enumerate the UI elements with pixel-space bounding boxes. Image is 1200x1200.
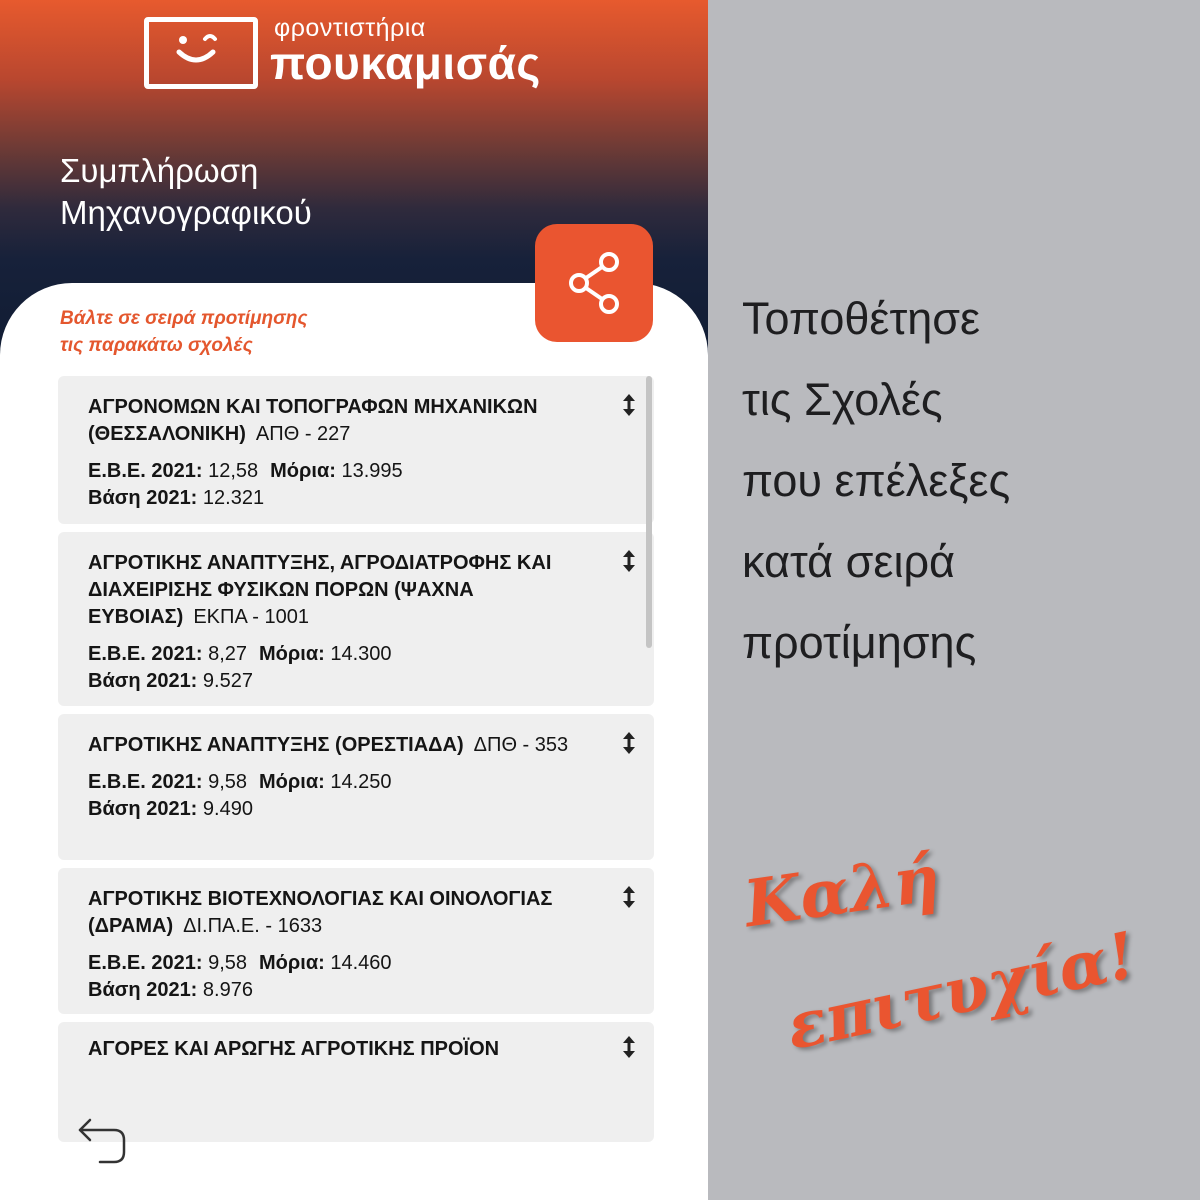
ebe-label: Ε.Β.Ε. 2021:: [88, 952, 203, 974]
school-stats: [88, 769, 584, 823]
vasi-label: Βάση 2021:: [88, 979, 198, 1001]
side-message: [742, 278, 1010, 683]
instruction-line1: Βάλτε σε σειρά προτίμησης: [60, 308, 308, 329]
vasi-value: 12.321: [202, 487, 265, 509]
moria-label: Μόρια:: [259, 643, 325, 665]
school-code: ΔΙ.ΠΑ.Ε. - 1633: [183, 915, 323, 937]
school-stats: [88, 458, 584, 512]
ebe-value: 9,58: [208, 952, 248, 974]
share-icon: [566, 251, 622, 315]
school-stats: [88, 950, 584, 1004]
moria-label: Μόρια:: [270, 460, 336, 482]
vasi-value: 9.490: [202, 798, 253, 820]
vasi-label: Βάση 2021:: [88, 670, 198, 692]
side-line2: τις Σχολές: [742, 374, 943, 425]
instruction-line2: τις παρακάτω σχολές: [60, 335, 253, 356]
page-title: [60, 150, 480, 234]
ebe-value: 9,58: [208, 771, 248, 793]
ebe-value: 8,27: [208, 643, 248, 665]
vasi-value: 9.527: [202, 670, 253, 692]
brand-small-text: φροντιστήρια: [274, 14, 426, 42]
school-name-line: [88, 732, 584, 759]
moria-label: Μόρια:: [259, 952, 325, 974]
good-luck-line1: Καλή: [739, 840, 945, 943]
page-title-line1: Συμπλήρωση: [60, 152, 259, 189]
moria-value: 14.300: [330, 643, 392, 665]
school-card-2[interactable]: [58, 532, 654, 706]
school-name: ΑΓΡΟΤΙΚΗΣ ΒΙΟΤΕΧΝΟΛΟΓΙΑΣ ΚΑΙ ΟΙΝΟΛΟΓΙΑΣ (ΔΡΑΜΑ): [88, 888, 553, 937]
school-card-3[interactable]: [58, 714, 654, 860]
school-list[interactable]: [58, 376, 654, 1060]
instruction-text: [60, 305, 307, 359]
side-line3: που επέλεξες: [742, 455, 1011, 506]
good-luck-line2: επιτυχία!: [779, 917, 1143, 1066]
school-card-1[interactable]: [58, 376, 654, 524]
school-card-4[interactable]: [58, 868, 654, 1014]
school-name-line: [88, 550, 584, 631]
ebe-label: Ε.Β.Ε. 2021:: [88, 643, 203, 665]
drag-handle-icon[interactable]: [622, 886, 636, 908]
ebe-value: 12,58: [208, 460, 259, 482]
school-name: ΑΓΡΟΤΙΚΗΣ ΑΝΑΠΤΥΞΗΣ, ΑΓΡΟΔΙΑΤΡΟΦΗΣ ΚΑΙ ΔΙΑΧΕΙΡΙΣΗΣ ΦΥΣΙΚΩΝ ΠΟΡΩΝ (ΨΑΧΝΑ ΕΥΒΟΙΑΣ): [88, 552, 552, 628]
school-card-5-partial[interactable]: [58, 1022, 654, 1142]
school-name-line: [88, 1036, 584, 1063]
school-stats: [88, 641, 584, 695]
side-line4: κατά σειρά: [742, 536, 956, 587]
page-title-line2: Μηχανογραφικού: [60, 194, 312, 231]
ebe-label: Ε.Β.Ε. 2021:: [88, 771, 203, 793]
vasi-label: Βάση 2021:: [88, 798, 198, 820]
school-code: ΔΠΘ - 353: [473, 734, 569, 756]
vasi-value: 8.976: [202, 979, 253, 1001]
moria-value: 14.250: [330, 771, 392, 793]
logo-smile-icon: [144, 17, 258, 89]
school-code: ΑΠΘ - 227: [255, 423, 351, 445]
drag-handle-icon[interactable]: [622, 394, 636, 416]
vasi-label: Βάση 2021:: [88, 487, 198, 509]
side-line1: Τοποθέτησε: [742, 293, 981, 344]
moria-label: Μόρια:: [259, 771, 325, 793]
school-name-line: [88, 394, 584, 448]
school-name: ΑΓΡΟΝΟΜΩΝ ΚΑΙ ΤΟΠΟΓΡΑΦΩΝ ΜΗΧΑΝΙΚΩΝ (ΘΕΣΣΑΛΟΝΙΚΗ): [88, 396, 538, 445]
side-line5: προτίμησης: [742, 617, 977, 668]
brand-name: πουκαμισάς: [270, 37, 541, 89]
back-arrow-icon[interactable]: [78, 1114, 128, 1166]
moria-value: 14.460: [330, 952, 392, 974]
school-name: ΑΓΡΟΤΙΚΗΣ ΑΝΑΠΤΥΞΗΣ (ΟΡΕΣΤΙΑΔΑ): [88, 734, 464, 756]
drag-handle-icon[interactable]: [622, 732, 636, 754]
drag-handle-icon[interactable]: [622, 1036, 636, 1058]
moria-value: 13.995: [341, 460, 403, 482]
drag-handle-icon[interactable]: [622, 550, 636, 572]
list-scrollbar[interactable]: [646, 376, 652, 648]
school-name-line: [88, 886, 584, 940]
school-name: ΑΓΟΡΕΣ ΚΑΙ ΑΡΩΓΗΣ ΑΓΡΟΤΙΚΗΣ ΠΡΟΪΟΝ: [88, 1038, 500, 1060]
share-button[interactable]: [535, 224, 653, 342]
ebe-label: Ε.Β.Ε. 2021:: [88, 460, 203, 482]
school-code: ΕΚΠΑ - 1001: [193, 606, 309, 628]
